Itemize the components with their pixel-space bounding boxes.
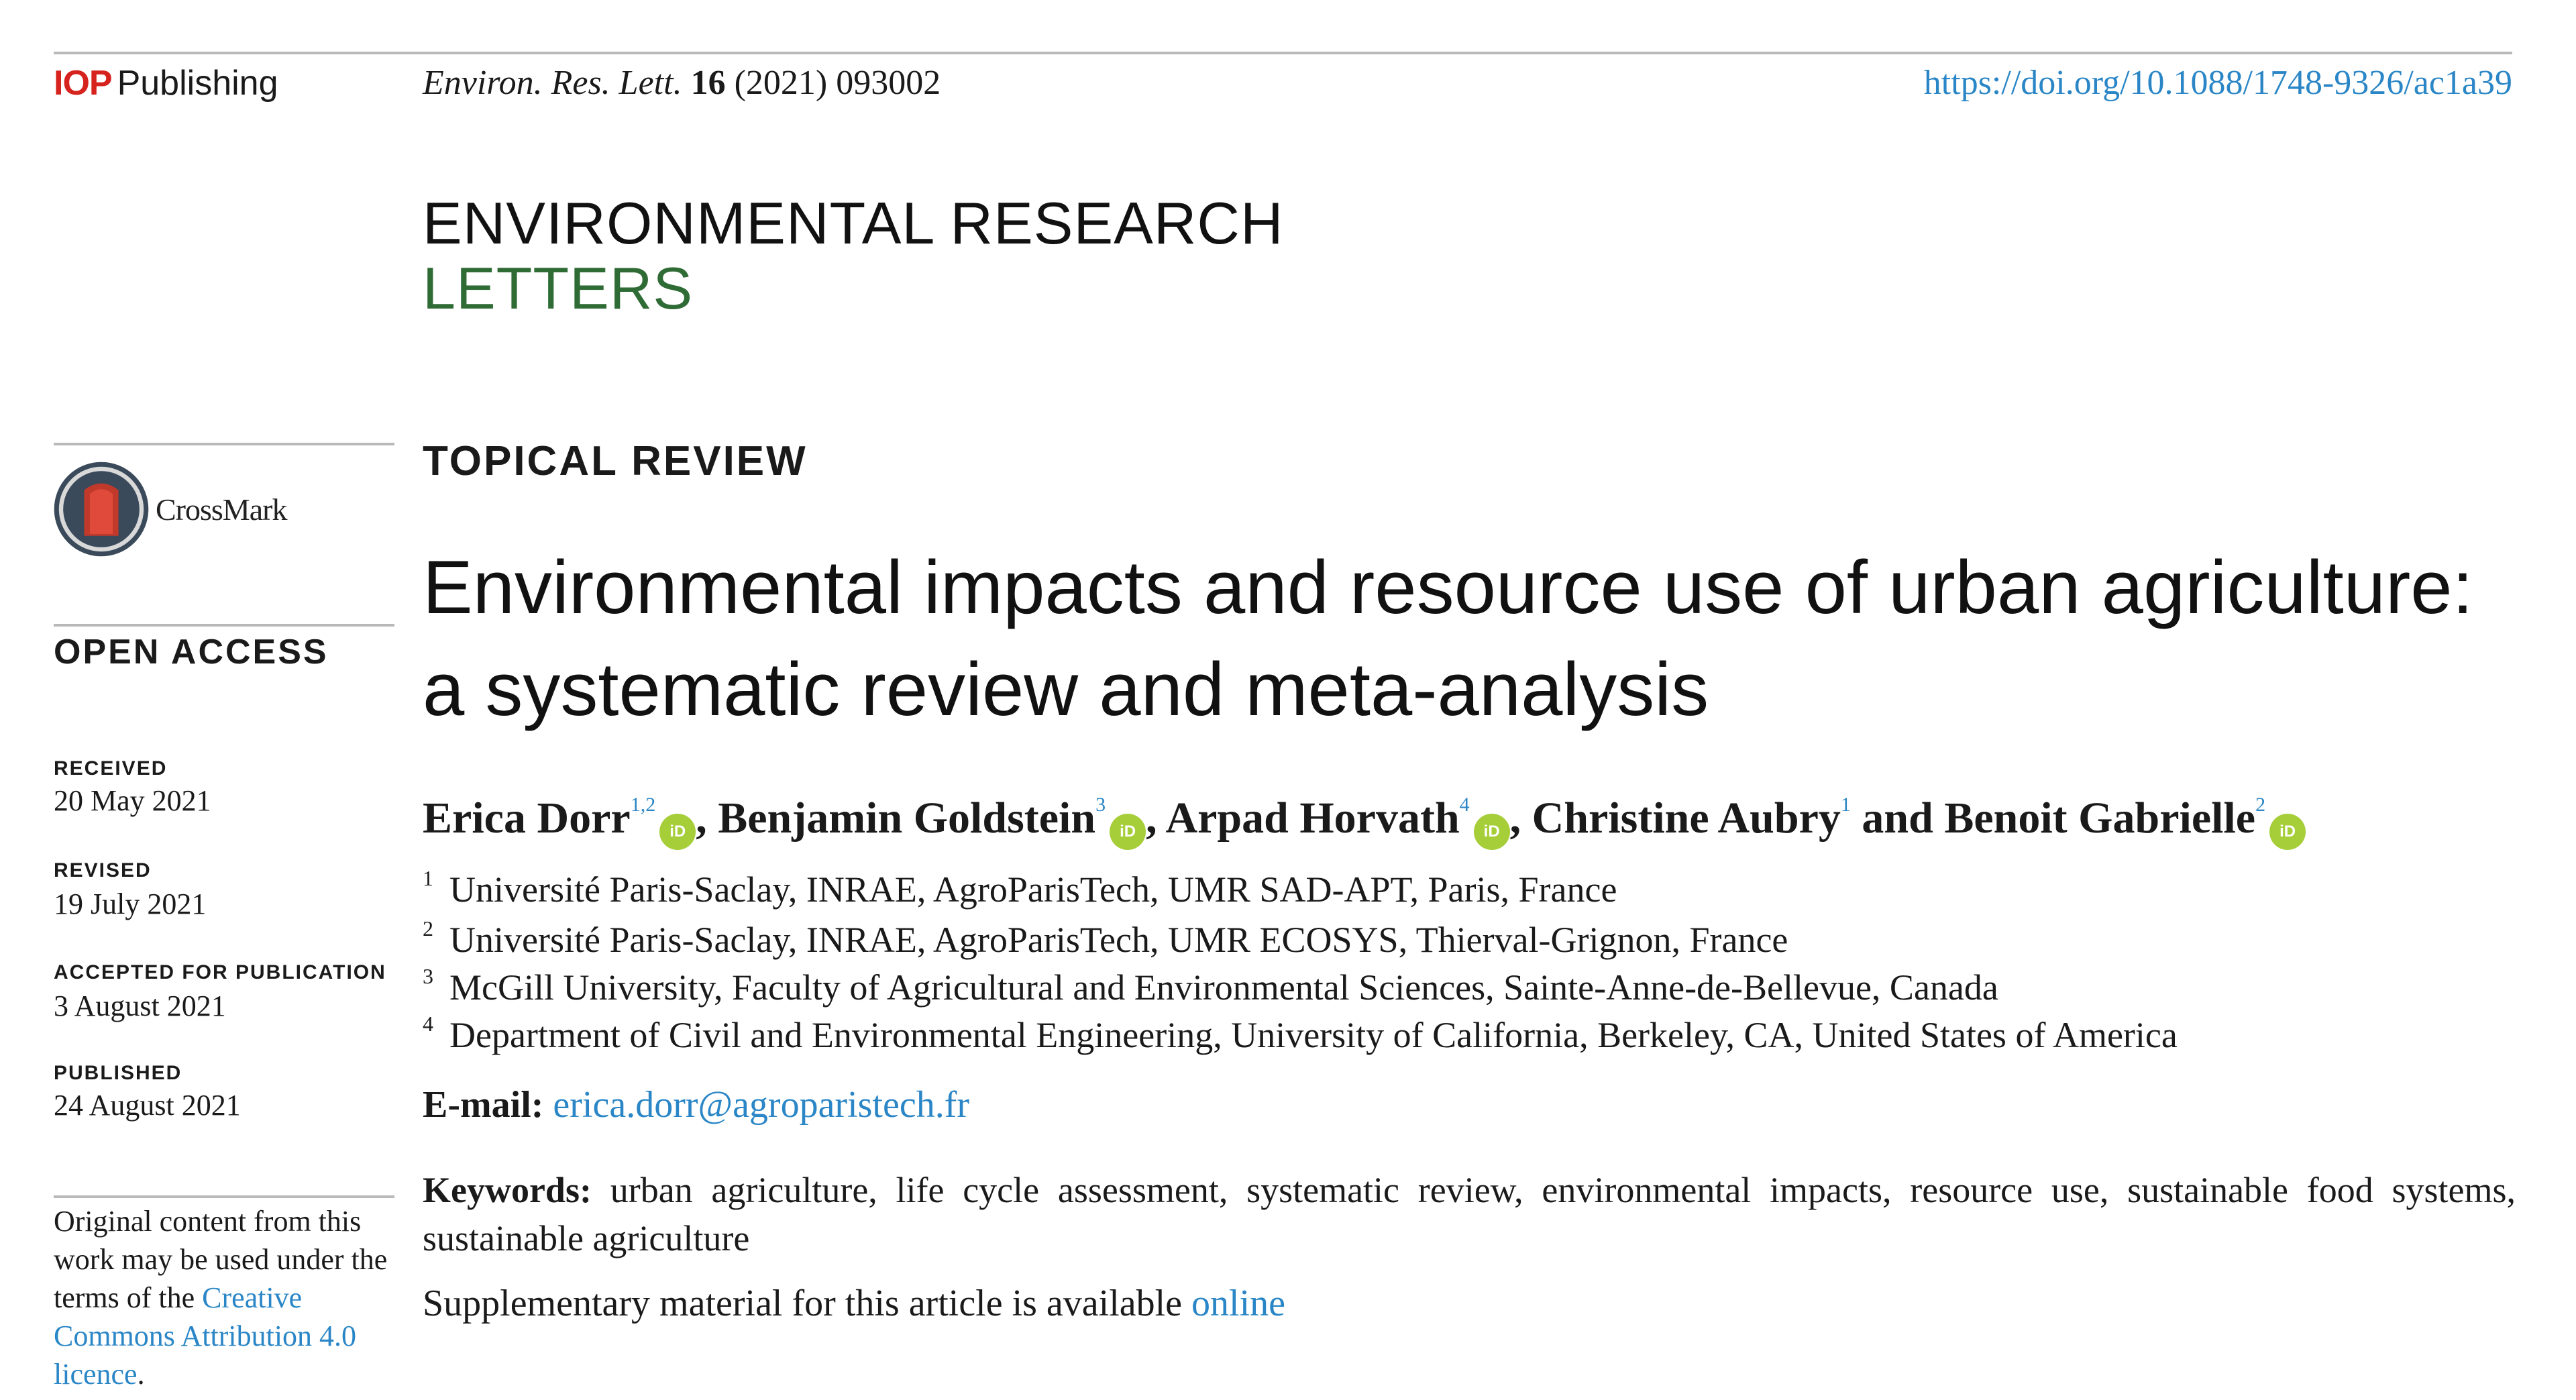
affiliation [423,868,1617,911]
author-separator: , [1146,794,1166,843]
keywords-label: Keywords: [423,1170,592,1210]
affiliation-number: 2 [423,916,433,940]
affiliation-text: Department of Civil and Environmental Engineering, University of California, Berkeley, CA, United States of America [449,1015,2178,1055]
sidebar-divider [54,443,394,445]
author-and: and [1850,794,1945,843]
orcid-icon[interactable]: iD [1110,814,1146,850]
email-link[interactable]: erica.dorr@agroparistech.fr [553,1084,969,1126]
orcid-icon[interactable]: iD [659,814,696,850]
affiliation-number: 4 [423,1012,433,1036]
author-separator: , [1509,794,1532,843]
affiliation-number: 3 [423,964,433,988]
cc-license-link[interactable]: Creative Commons Attribution 4.0 licence [54,1281,357,1391]
supplementary-note [423,1281,1285,1326]
license-text-end: . [137,1358,145,1391]
author-affil-ref: 1 [1840,794,1851,816]
author-name[interactable]: Benoit Gabrielle [1944,794,2256,843]
accepted-date: 3 August 2021 [54,989,226,1022]
author-separator: , [696,794,718,843]
sidebar-divider [54,624,394,627]
crossmark-button[interactable] [54,462,394,562]
keywords [423,1166,2516,1262]
open-access-label: OPEN ACCESS [54,633,329,671]
article-title: Environmental impacts and resource use of urban agriculture: a systematic review and meta-analysis [423,545,2473,731]
journal-year-issue: (2021) 093002 [734,64,941,102]
supplementary-online-link[interactable]: online [1191,1283,1286,1324]
journal-name-line1: ENVIRONMENTAL RESEARCH [423,190,1284,256]
accepted-label: ACCEPTED FOR PUBLICATION [54,961,386,983]
received-date: 20 May 2021 [54,784,211,817]
author-affil-ref: 1,2 [630,794,656,816]
author-name[interactable]: Arpad Horvath [1165,794,1460,843]
keywords-text: urban agriculture, life cycle assessment, systematic review, environmental impacts, resource use, sustainable food systems, sustainable agriculture [423,1170,2516,1258]
affiliation [423,1014,2178,1057]
author-affil-ref: 4 [1459,794,1470,816]
published-date: 24 August 2021 [54,1089,241,1122]
orcid-icon[interactable]: iD [1474,814,1510,850]
affiliation [423,918,1788,961]
iop-publishing-logo [54,62,278,105]
journal-abbrev: Environ. Res. Lett. [423,64,682,102]
orcid-icon[interactable]: iD [2269,814,2306,850]
affiliation [423,966,1998,1009]
iop-logo-mark: IOP [54,64,112,103]
journal-volume: 16 [690,64,726,102]
revised-label: REVISED [54,859,152,881]
author-name[interactable]: Benjamin Goldstein [718,794,1096,843]
article-type: TOPICAL REVIEW [423,438,808,484]
license-notice [54,1202,396,1393]
sidebar-divider [54,1195,394,1198]
affiliation-text: Université Paris-Saclay, INRAE, AgroParisTech, UMR SAD-APT, Paris, France [449,869,1617,910]
revised-date: 19 July 2021 [54,887,207,920]
author-name[interactable]: Christine Aubry [1532,794,1841,843]
affiliation-text: Université Paris-Saclay, INRAE, AgroParisTech, UMR ECOSYS, Thierval-Grignon, France [449,920,1788,960]
affiliation-number: 1 [423,866,433,890]
supplementary-text: Supplementary material for this article is available [423,1283,1192,1324]
author-list [423,792,2529,850]
received-label: RECEIVED [54,757,168,779]
license-text: Original content from this work may be used under the terms of the [54,1205,388,1314]
email-label: E-mail: [423,1084,544,1126]
doi-link[interactable]: https://doi.org/10.1088/1748-9326/ac1a39 [1923,64,2512,102]
affiliation-text: McGill University, Faculty of Agricultural and Environmental Sciences, Sainte-Anne-de-Bellevue, Canada [449,967,1998,1008]
journal-citation [423,62,941,105]
iop-logo-text: Publishing [117,64,278,103]
email-line [423,1083,969,1127]
author-name[interactable]: Erica Dorr [423,794,631,843]
author-affil-ref: 3 [1095,794,1106,816]
header-rule [54,52,2512,54]
author-affil-ref: 2 [2255,794,2266,816]
published-label: PUBLISHED [54,1062,182,1084]
crossmark-label: CrossMark [156,492,287,527]
crossmark-icon [54,462,149,557]
journal-name-line2: LETTERS [423,255,694,321]
